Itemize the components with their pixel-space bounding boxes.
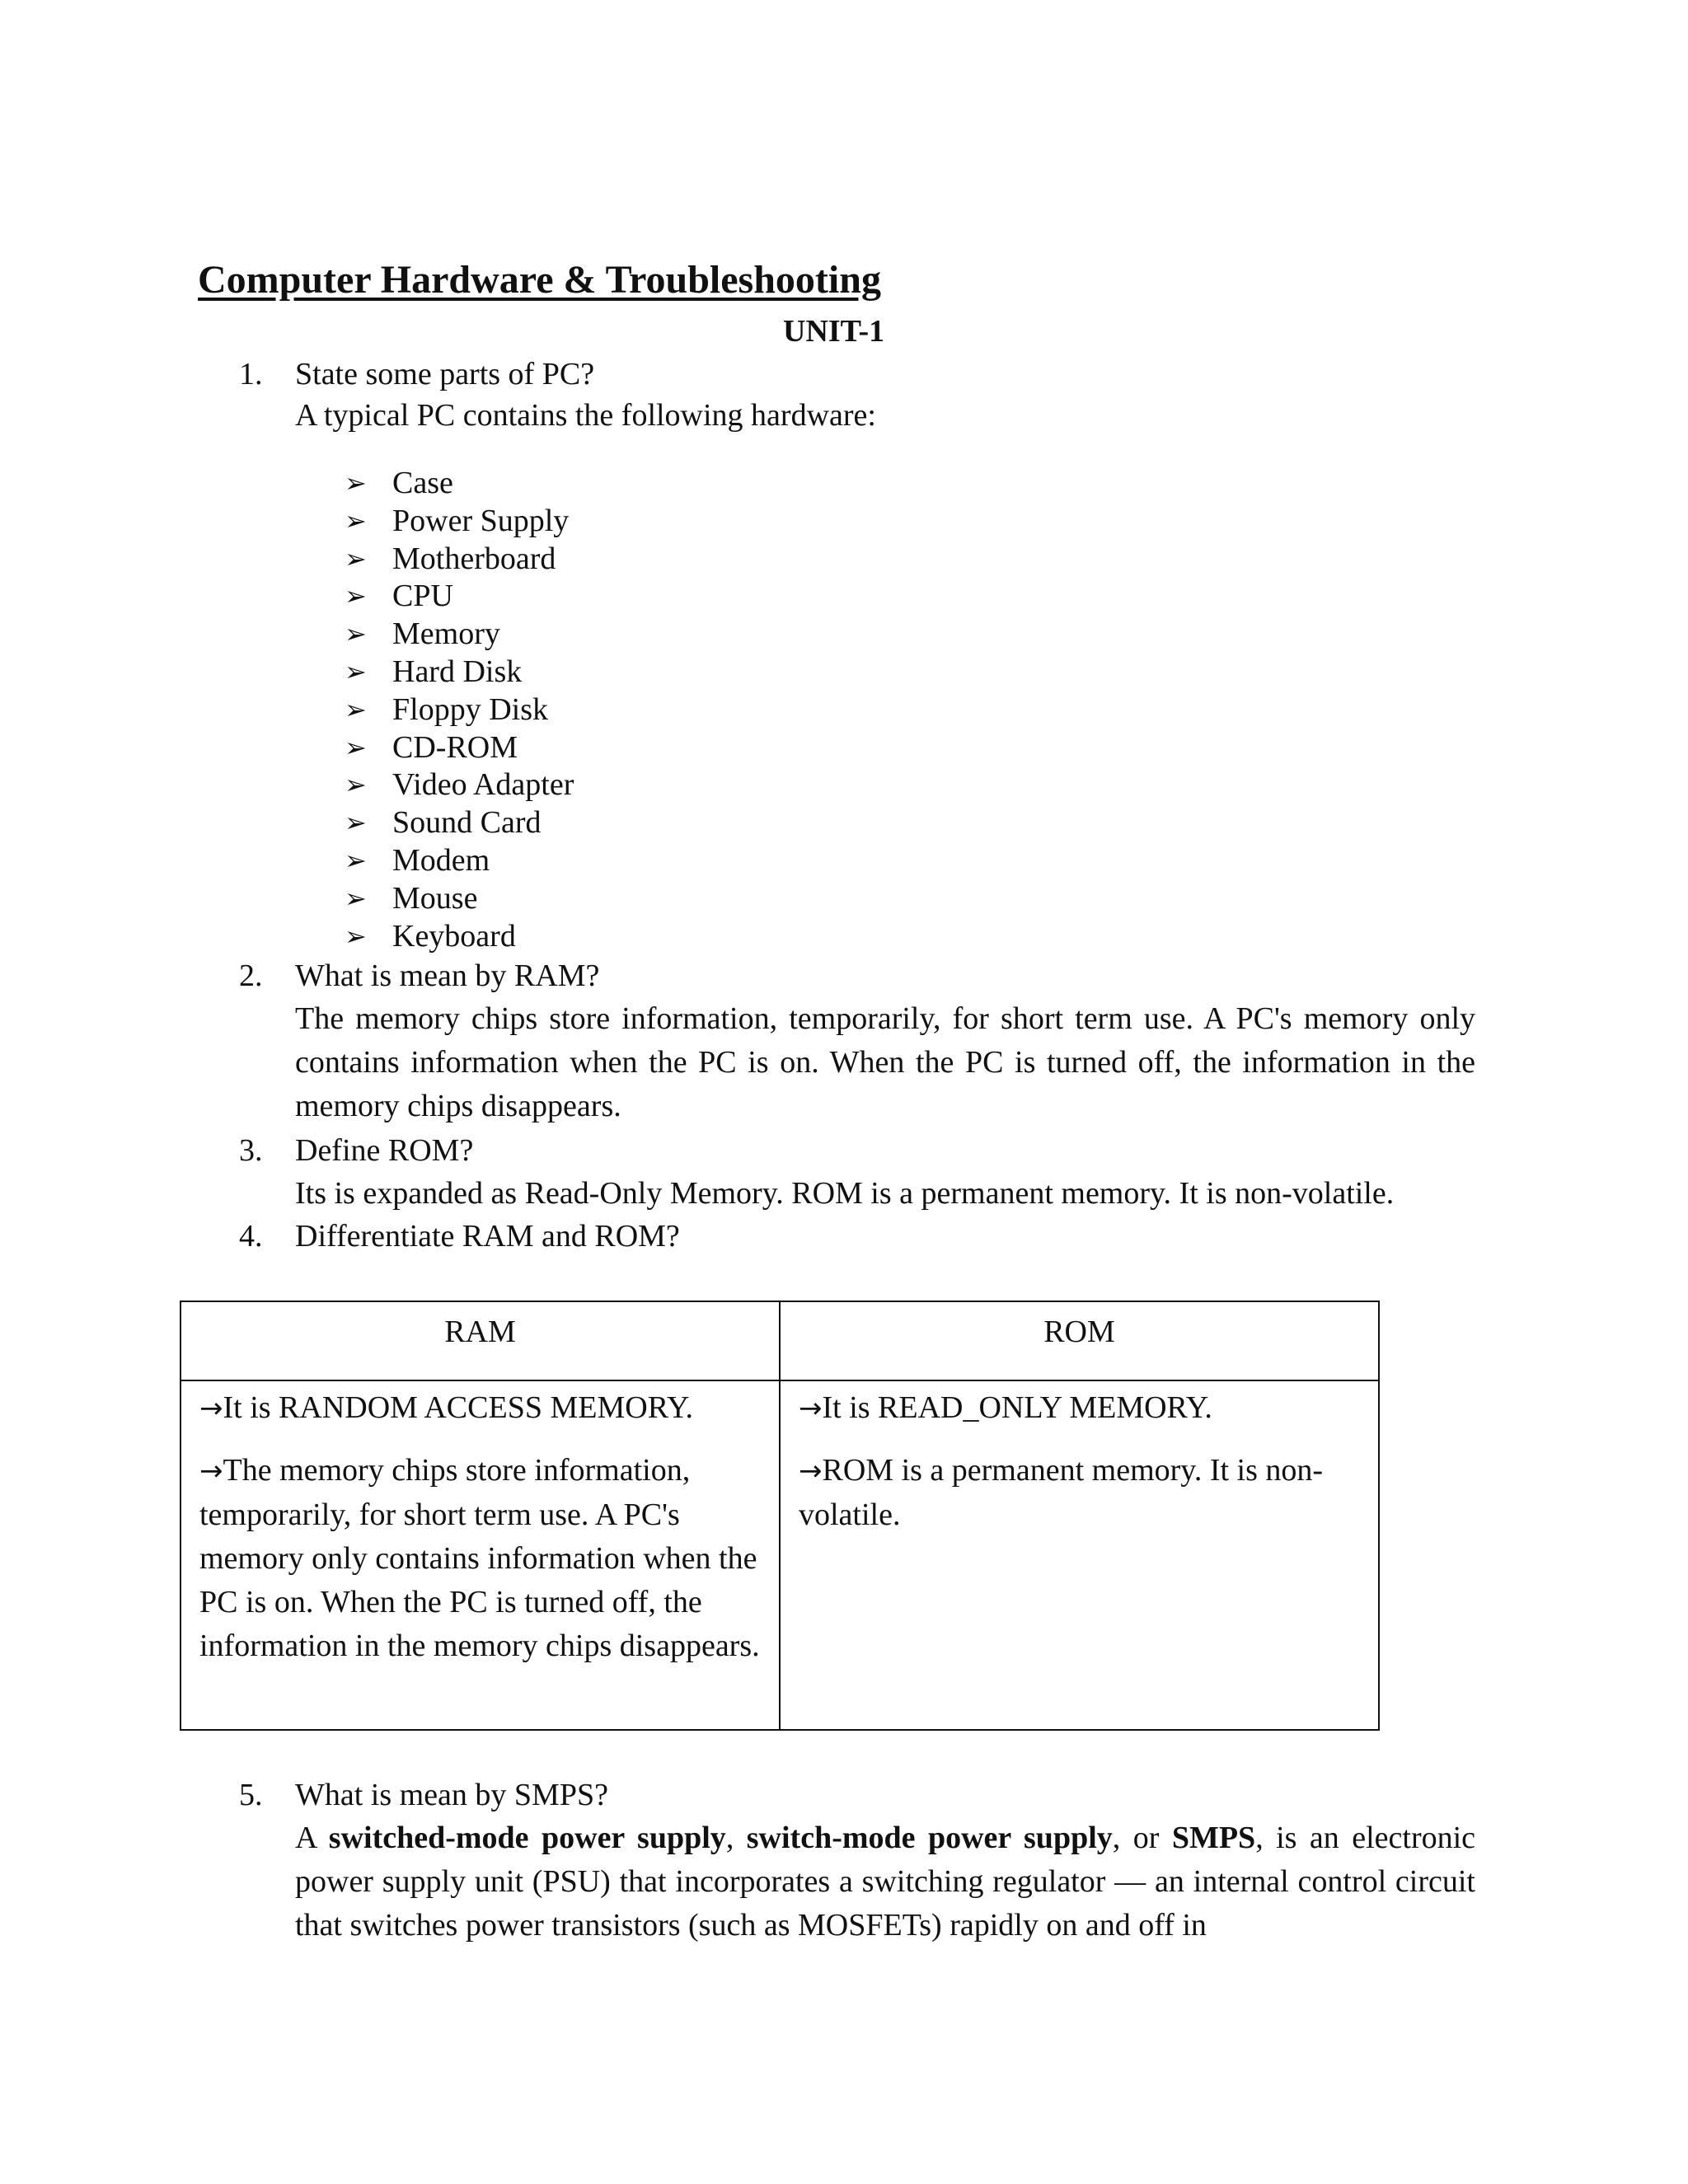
- arrowhead-bullet-icon: ➢: [345, 505, 367, 536]
- arrowhead-bullet-icon: ➢: [345, 468, 367, 498]
- question-2: [239, 954, 599, 997]
- column-header-rom: ROM: [780, 1301, 1379, 1380]
- unit-heading: UNIT-1: [783, 314, 885, 349]
- arrowhead-bullet-icon: ➢: [345, 694, 367, 724]
- ram-point: →It is RANDOM ACCESS MEMORY.: [199, 1390, 694, 1425]
- answer-5: A switched-mode power supply, switch-mode power supply, or SMPS, is an electronic power supply unit (PSU) that incorporates a switching regulator — an internal control circuit that switches power transistors (such as MOSFETs) rapidly on and off in: [295, 1821, 1476, 1943]
- term-bold: switched-mode power supply: [328, 1821, 726, 1855]
- arrowhead-bullet-icon: ➢: [345, 581, 367, 612]
- question-text: What is mean by SMPS?: [295, 1778, 608, 1812]
- list-item: ➢ Power Supply: [345, 503, 574, 541]
- term-bold: SMPS: [1171, 1821, 1256, 1855]
- question-text: State some parts of PC?: [295, 357, 595, 391]
- list-item: ➢ Keyboard: [345, 918, 574, 956]
- list-item: ➢ Video Adapter: [345, 766, 574, 804]
- rom-point: →It is READ_ONLY MEMORY.: [799, 1390, 1212, 1425]
- ram-cell: [181, 1380, 780, 1730]
- term-bold: switch-mode power supply: [746, 1821, 1113, 1855]
- ram-rom-comparison-table: [180, 1301, 1380, 1731]
- list-item: ➢ CPU: [345, 578, 574, 616]
- arrowhead-bullet-icon: ➢: [345, 883, 367, 913]
- question-text: Differentiate RAM and ROM?: [295, 1219, 680, 1254]
- question-1: [239, 353, 594, 396]
- question-number: 5.: [239, 1778, 263, 1812]
- arrowhead-bullet-icon: ➢: [345, 656, 367, 687]
- question-4: [239, 1215, 680, 1258]
- question-number: 2.: [239, 958, 263, 993]
- arrowhead-bullet-icon: ➢: [345, 770, 367, 800]
- list-item: ➢ Hard Disk: [345, 654, 574, 691]
- table-row: [181, 1380, 1379, 1730]
- arrowhead-bullet-icon: ➢: [345, 732, 367, 762]
- question-text: Define ROM?: [295, 1133, 474, 1168]
- list-item: ➢ CD-ROM: [345, 729, 574, 767]
- list-item: ➢ Mouse: [345, 880, 574, 918]
- list-item: ➢ Case: [345, 465, 574, 503]
- list-item: ➢ Floppy Disk: [345, 691, 574, 729]
- ram-point: →The memory chips store information, temporarily, for short term use. A PC's memory only contains information when the PC is on. When the PC is turned off, the information in the memory chips disappears.: [199, 1453, 760, 1663]
- list-item: ➢ Memory: [345, 616, 574, 654]
- right-arrow-icon: →: [799, 1455, 823, 1488]
- answer-3: Its is expanded as Read-Only Memory. ROM is a permanent memory. It is non-volatile.: [295, 1176, 1395, 1211]
- arrowhead-bullet-icon: ➢: [345, 808, 367, 838]
- rom-cell: [780, 1380, 1379, 1730]
- question-text: What is mean by RAM?: [295, 958, 600, 993]
- question-3: [239, 1129, 473, 1172]
- hardware-list: [345, 465, 574, 955]
- list-item: ➢ Motherboard: [345, 541, 574, 579]
- arrowhead-bullet-icon: ➢: [345, 619, 367, 649]
- right-arrow-icon: →: [199, 1392, 223, 1425]
- arrowhead-bullet-icon: ➢: [345, 543, 367, 574]
- question-number: 4.: [239, 1219, 263, 1254]
- table-header-row: [181, 1301, 1379, 1380]
- answer-2: The memory chips store information, temporarily, for short term use. A PC's memory only contains information when the PC is on. When the PC is turned off, the information in the memory chips disappears.: [295, 1001, 1475, 1123]
- question-5: [239, 1774, 608, 1816]
- arrowhead-bullet-icon: ➢: [345, 921, 367, 951]
- list-item: ➢ Modem: [345, 842, 574, 880]
- list-item: ➢ Sound Card: [345, 804, 574, 842]
- column-header-ram: RAM: [181, 1301, 780, 1380]
- right-arrow-icon: →: [799, 1392, 823, 1425]
- rom-point: →ROM is a permanent memory. It is non-volatile.: [799, 1453, 1324, 1532]
- question-number: 3.: [239, 1133, 263, 1168]
- page-title: Computer Hardware & Troubleshooting: [198, 258, 881, 302]
- right-arrow-icon: →: [199, 1455, 223, 1488]
- arrowhead-bullet-icon: ➢: [345, 845, 367, 875]
- question-number: 1.: [239, 357, 263, 391]
- answer-1: A typical PC contains the following hardware:: [295, 398, 876, 433]
